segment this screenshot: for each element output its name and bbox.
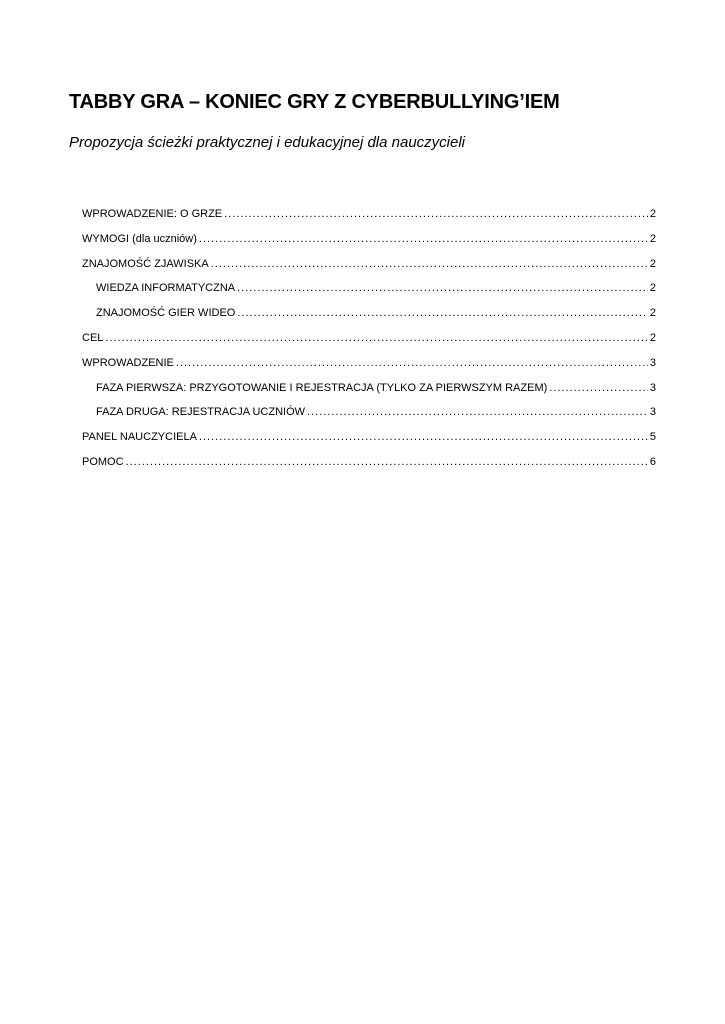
toc-entry-page: 2 bbox=[649, 282, 656, 295]
toc-entry-page: 2 bbox=[649, 307, 656, 320]
toc-entry-wprowadzenie[interactable] bbox=[82, 352, 656, 377]
toc-dot-leader bbox=[105, 327, 647, 349]
toc-entry-wiedza-informatyczna[interactable] bbox=[82, 277, 656, 302]
toc-entry-page: 6 bbox=[649, 455, 656, 468]
toc-dot-leader bbox=[307, 401, 648, 423]
toc-entry-faza-pierwsza[interactable] bbox=[82, 377, 656, 402]
toc-dot-leader bbox=[237, 302, 648, 324]
toc-entry-label: CEL bbox=[82, 331, 104, 344]
toc-entry-label: FAZA DRUGA: REJESTRACJA UCZNIÓW bbox=[96, 406, 306, 419]
toc-entry-label: WYMOGI (dla uczniów) bbox=[82, 232, 197, 245]
toc-entry-label: FAZA PIERWSZA: PRZYGOTOWANIE I REJESTRACJA (TYLKO ZA PIERWSZYM RAZEM) bbox=[96, 381, 548, 394]
toc-dot-leader bbox=[237, 277, 648, 299]
toc-entry-page: 3 bbox=[649, 381, 656, 394]
toc-entry-page: 3 bbox=[649, 356, 656, 369]
document-subtitle: Propozycja ścieżki praktycznej i edukacyjnej dla nauczycieli bbox=[69, 134, 466, 151]
toc-entry-faza-druga[interactable] bbox=[82, 401, 656, 426]
toc-entry-label: WPROWADZENIE bbox=[82, 356, 174, 369]
toc-dot-leader bbox=[199, 228, 648, 250]
toc-entry-label: PANEL NAUCZYCIELA bbox=[82, 431, 197, 444]
toc-dot-leader bbox=[211, 253, 648, 275]
toc-entry-page: 2 bbox=[649, 232, 656, 245]
toc-dot-leader bbox=[176, 352, 648, 374]
table-of-contents bbox=[82, 203, 656, 476]
toc-entry-znajomosc-gier-wideo[interactable] bbox=[82, 302, 656, 327]
document-title: TABBY GRA – KONIEC GRY Z CYBERBULLYING’IEM bbox=[69, 91, 560, 113]
toc-entry-cel[interactable] bbox=[82, 327, 656, 352]
toc-entry-wprowadzenie-o-grze[interactable] bbox=[82, 203, 656, 228]
toc-entry-label: WIEDZA INFORMATYCZNA bbox=[96, 282, 236, 295]
toc-entry-label: WPROWADZENIE: O GRZE bbox=[82, 208, 223, 220]
toc-dot-leader bbox=[199, 426, 648, 448]
toc-entry-page: 3 bbox=[649, 406, 656, 419]
toc-entry-label: ZNAJOMOŚĆ ZJAWISKA bbox=[82, 257, 209, 270]
toc-entry-label: ZNAJOMOŚĆ GIER WIDEO bbox=[96, 307, 236, 320]
toc-entry-panel-nauczyciela[interactable] bbox=[82, 426, 656, 451]
toc-entry-page: 2 bbox=[649, 208, 656, 220]
toc-entry-page: 2 bbox=[649, 331, 656, 344]
toc-dot-leader bbox=[126, 451, 648, 473]
toc-dot-leader bbox=[224, 203, 648, 225]
toc-entry-page: 2 bbox=[649, 257, 656, 270]
toc-entry-znajomosc-zjawiska[interactable] bbox=[82, 253, 656, 278]
toc-entry-wymogi[interactable] bbox=[82, 228, 656, 253]
toc-dot-leader bbox=[549, 377, 648, 399]
toc-entry-label: POMOC bbox=[82, 455, 124, 468]
toc-entry-page: 5 bbox=[649, 431, 656, 444]
toc-entry-pomoc[interactable] bbox=[82, 451, 656, 476]
